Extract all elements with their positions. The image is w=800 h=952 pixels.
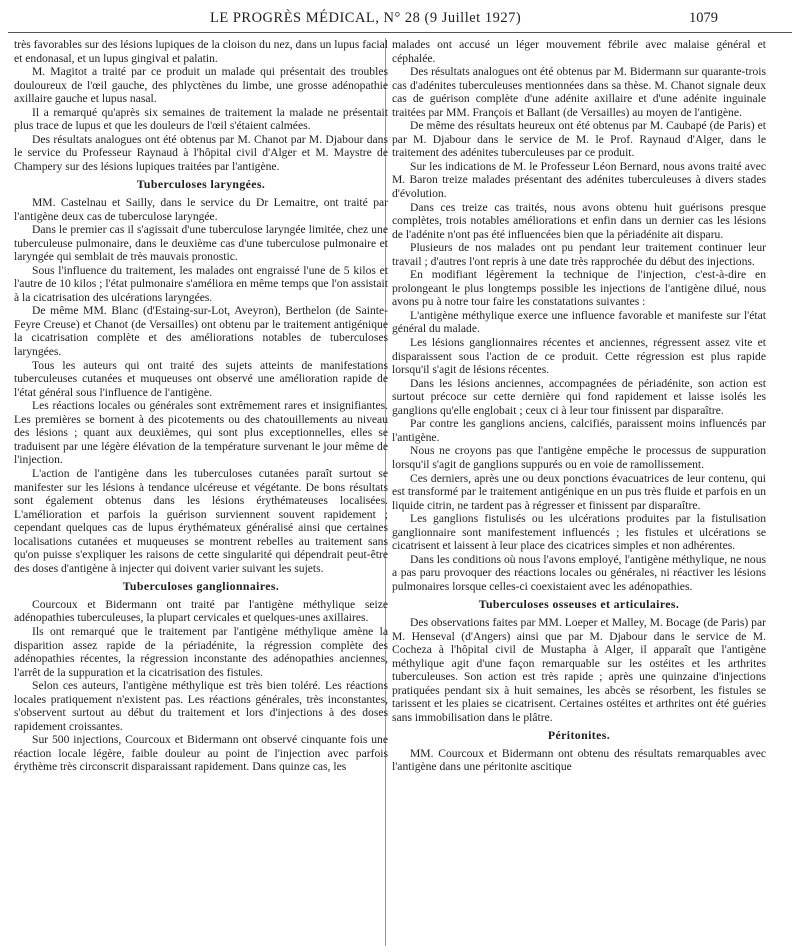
- paragraph: Courcoux et Bidermann ont traité par l'antigène méthylique seize adénopathies tuberculeuses, la plupart cervicales et quelques-unes axillaires.: [14, 597, 388, 625]
- section-heading-ganglionnaires: Tuberculoses ganglionnaires.: [122, 579, 280, 594]
- section-heading-laryngees: Tuberculoses laryngées.: [136, 177, 266, 192]
- paragraph: Dans les lésions anciennes, accompagnées de périadénite, son action est surtout précoce sur cette dernière qui fond rapidement et laisse isolés les ganglions qu'elle englobait ; ceux ci à leur tour finissent par disparaître.: [392, 376, 766, 417]
- header-rule: [8, 32, 792, 33]
- paragraph: Nous ne croyons pas que l'antigène empêche le processus de suppuration lorsqu'il s'agit de ganglions suppurés ou en voie de ramollissement.: [392, 444, 766, 471]
- paragraph: M. Magitot a traité par ce produit un malade qui présentait des troubles douloureux de l'œil gauche, des phlyctènes du limbe, une grosse adénopathie axillaire gauche et lupus nasal.: [14, 65, 388, 106]
- paragraph: Ces derniers, après une ou deux ponctions évacuatrices de leur contenu, qui est transformé par le traitement antigénique en un pus très fluide et parfois en un liquide citrin, ne tardent pas à régresser et finissent par disparaître.: [392, 471, 766, 512]
- paragraph: Des résultats analogues ont été obtenus par M. Bidermann sur quarante-trois cas d'adénites tuberculeuses mentionnées dans sa thèse. M. Chanot signale deux cas de guérison complète d'une adénite axillaire et d'une adénite inguinale traitées par MM. François et Ballant (de Versailles) au moyen de l'antigène.: [392, 65, 766, 119]
- journal-title: LE PROGRÈS MÉDICAL, N° 28 (9 Juillet 1927): [210, 10, 522, 26]
- paragraph: En modifiant légèrement la technique de l'injection, c'est-à-dire en prolongeant le plus longtemps possible les injections de l'antigène dilué, nous avons pu à notre tour faire les constatations suivantes :: [392, 268, 766, 309]
- section-heading-peritonites: Péritonites.: [547, 728, 611, 743]
- paragraph: Les réactions locales ou générales sont extrêmement rares et insignifiantes. Les premières se bornent à des picotements ou des chatouillements au niveau des lésions ; quant aux deuxièmes, qui sont plus exceptionnelles, elles se traduisent par une légère élévation de la température survenant le jour même de l'injection.: [14, 399, 388, 467]
- paragraph: MM. Courcoux et Bidermann ont obtenu des résultats remarquables avec l'antigène dans une péritonite ascitique: [392, 746, 766, 774]
- paragraph: De même des résultats heureux ont été obtenus par M. Caubapé (de Paris) et par M. Djabour dans le service de M. le Prof. Raynaud d'Alger, dans le traitement des adénites tuberculeuses par ce produit.: [392, 119, 766, 160]
- paragraph: Dans ces treize cas traités, nous avons obtenu huit guérisons presque complètes, trois notables améliorations et enfin dans un dernier cas les lésions de l'adénite n'ont pas été influencées bien que la périadénite ait disparu.: [392, 200, 766, 241]
- paragraph: De même MM. Blanc (d'Estaing-sur-Lot, Aveyron), Berthelon (de Sainte-Feyre Creuse) et Chanot (de Versailles) ont obtenu par le traitement antigénique la cicatrisation complète et des améliorations notables de tuberculoses laryngées.: [14, 304, 388, 359]
- paragraph: Dans les conditions où nous l'avons employé, l'antigène méthylique, ne nous a pas paru provoquer des réactions locales ou générales, ni réactiver les lésions pulmonaires lorsque celles-ci coexistaient avec les adénopathies.: [392, 552, 766, 593]
- paragraph: Par contre les ganglions anciens, calcifiés, paraissent moins influencés par l'antigène.: [392, 417, 766, 444]
- paragraph: Des observations faites par MM. Loeper et Malley, M. Bocage (de Paris) par M. Henseval (d'Angers) ainsi que par M. Djabour dans le service de M. Cocheza à l'hôpital civil de Mustapha à Alger, il apparaît que l'antigène méthylique agit d'une façon remarquable sur les ostéites et les arthrites tuberculeuses. Son action est très rapide ; après une quinzaine d'injections pratiquées pendant six à huit semaines, les abcès se résorbent, les fistules se tarissent et les plaies se cicatrisent. Certaines ostéites et arthrites ont été guéries sans immobilisation dans le plâtre.: [392, 615, 766, 724]
- paragraph: Sur les indications de M. le Professeur Léon Bernard, nous avons traité avec M. Baron treize malades présentant des adénites tuberculeuses à divers stades d'évolution.: [392, 159, 766, 201]
- paragraph: très favorables sur des lésions lupiques de la cloison du nez, dans un lupus facial et endonasal, et un lupus gingival et palatin.: [14, 38, 388, 65]
- paragraph: Tous les auteurs qui ont traité des sujets atteints de manifestations tuberculeuses cutanées et muqueuses ont observé une amélioration rapide de l'état général sous l'influence de l'antigène.: [14, 358, 388, 399]
- paragraph: Sous l'influence du traitement, les malades ont engraissé l'une de 5 kilos et l'autre de 10 kilos ; l'état pulmonaire s'améliora en même temps que l'on assistait à la cicatrisation des ulcérations laryngées.: [14, 263, 388, 304]
- paragraph: malades ont accusé un léger mouvement fébrile avec malaise général et céphalée.: [392, 38, 766, 65]
- running-header: [210, 10, 718, 32]
- paragraph: Selon ces auteurs, l'antigène méthylique est très bien toléré. Les réactions locales pratiquement n'existent pas. Les réactions générales, très inconstantes, s'observent surtout au début du traitement et lors d'injections à des doses rapidement croissantes.: [14, 679, 388, 733]
- paragraph: Les ganglions fistulisés ou les ulcérations produites par la fistulisation ganglionnaire sont manifestement influencés ; les fistules et ulcérations se cicatrisent et laissent à leur place des cicatrices simples et non adhérentes.: [392, 512, 766, 553]
- paragraph: Sur 500 injections, Courcoux et Bidermann ont observé cinquante fois une réaction locale légère, faible douleur au point de l'injection avec parfois érythème très circonscrit disparaissant rapidement. Dans quinze cas, les: [14, 733, 388, 774]
- paragraph: Il a remarqué qu'après six semaines de traitement la malade ne présentait plus trace de lupus et que les douleurs de l'œil s'étaient calmées.: [14, 105, 388, 133]
- left-column: [14, 38, 388, 774]
- paragraph: L'action de l'antigène dans les tuberculoses cutanées paraît surtout se manifester sur les lésions à tendance ulcéreuse et végétante. De bons résultats sont également obtenus dans les lésions érythémateuses localisées. L'amélioration et parfois la guérison surviennent souvent rapidement ; cependant quelques cas de lupus érythémateux généralisé ainsi que certaines localisations cutanées et muqueuses se montrent rebelles au traitement sans qu'on puisse s'expliquer les raisons de cette singularité qui dépendrait peut-être des doses d'antigène à injecter qui doivent varier suivant les sujets.: [14, 466, 388, 575]
- paragraph: Les lésions ganglionnaires récentes et anciennes, régressent assez vite et disparaissent sous l'action de ce produit. Cette régression est plus rapide lorsqu'il s'agit de lésions récentes.: [392, 336, 766, 377]
- section-heading-osseuses: Tuberculoses osseuses et articulaires.: [478, 597, 680, 612]
- paragraph: MM. Castelnau et Sailly, dans le service du Dr Lemaitre, ont traité par l'antigène deux cas de tuberculose laryngée.: [14, 196, 388, 223]
- paragraph: L'antigène méthylique exerce une influence favorable et manifeste sur l'état général du malade.: [392, 308, 766, 336]
- paragraph: Des résultats analogues ont été obtenus par M. Chanot par M. Djabour dans le service du Professeur Raynaud à l'hôpital civil d'Alger et M. Maystre de Champery sur des lésions lupiques traitées par l'antigène.: [14, 132, 388, 173]
- paragraph: Dans le premier cas il s'agissait d'une tuberculose laryngée limitée, chez une tuberculeuse pulmonaire, dans le deuxième cas d'une tuberculose pulmonaire et laryngée qui semblait de très mauvais pronostic.: [14, 223, 388, 264]
- right-column: [392, 38, 766, 774]
- paragraph: Plusieurs de nos malades ont pu pendant leur traitement continuer leur travail ; d'autres l'ont repris à une date très rapprochée du début des injections.: [392, 241, 766, 268]
- paragraph: Ils ont remarqué que le traitement par l'antigène méthylique amène la disparition assez rapide de la périadénite, la régression complète des adénopathies récentes, la régression inconstante des adénopathies anciennes, l'arrêt de la suppuration et la cicatrisation des fistules.: [14, 624, 388, 679]
- page-number: 1079: [689, 10, 718, 26]
